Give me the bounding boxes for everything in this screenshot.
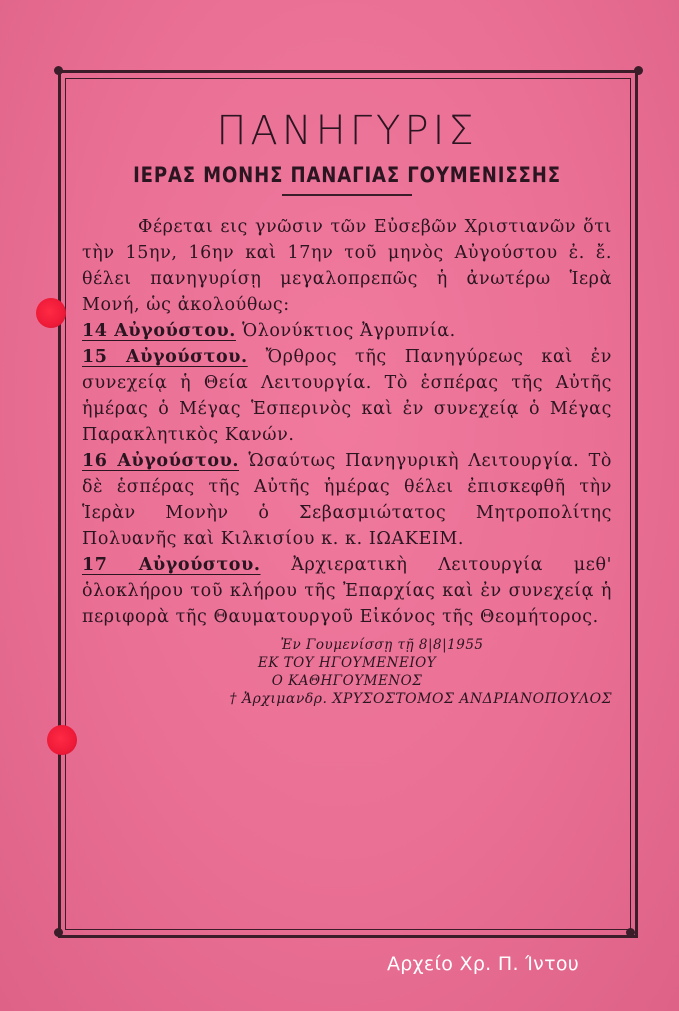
program-text: Ἀρχιερατικὴ Λειτουργία μεθ' ὁλοκλήρου τοῦ κλήρου τῆς Ἐπαρχίας καὶ ἐν συνεχείᾳ ἡ περιφορὰ τῆς Θαυματουργοῦ Εἰκόνος τῆς Θεομήτορος. — [82, 555, 612, 627]
signature-office: ΕΚ ΤΟΥ ΗΓΟΥΜΕΝΕΙΟΥ — [257, 655, 437, 671]
corner-dot — [634, 66, 643, 75]
program-text: Ὄρθρος τῆς Πανηγύρεως καὶ ἐν συνεχείᾳ ἡ Θεία Λειτουργία. Τὸ ἑσπέρας τῆς Αὐτῆς ἡμέρας ὁ Μέγας Ἑσπερινὸς καὶ ἐν συνεχείᾳ ὁ Μέγας Παρακλητικὸς Κανών. — [82, 347, 612, 445]
program-date: 14 Αὐγούστου. — [82, 321, 236, 341]
program-entry — [82, 448, 612, 552]
document-body — [82, 108, 612, 708]
signature-place-date: Ἐν Γουμενίσσῃ τῇ 8|8|1955 — [280, 637, 484, 653]
title-divider — [282, 194, 412, 196]
punch-hole-mark — [47, 725, 77, 755]
page-subtitle: ΙΕΡΑΣ ΜΟΝΗΣ ΠΑΝΑΓΙΑΣ ΓΟΥΜΕΝΙΣΣΗΣ — [133, 163, 561, 187]
program-date: 17 Αὐγούστου. — [82, 555, 261, 575]
program-entry — [82, 318, 612, 344]
program-text: Ὁλονύκτιος Ἀγρυπνία. — [242, 321, 456, 341]
corner-dot — [54, 66, 63, 75]
intro-paragraph: Φέρεται εις γνῶσιν τῶν Εὐσεβῶν Χριστιανῶν ὅτι τὴν 15ην, 16ην καὶ 17ην τοῦ μηνὸς Αὐγούστου ἐ. ἔ. θέλει πανηγυρίσῃ μεγαλοπρεπῶς ἡ ἀνωτέρω Ἱερὰ Μονή, ὡς ἀκολούθως: — [82, 217, 612, 315]
page-title: ΠΑΝΗΓΥΡΙΣ — [216, 108, 478, 154]
signature-name: † Ἀρχιμανδρ. ΧΡΥΣΟΣΤΟΜΟΣ ΑΝΔΡΙΑΝΟΠΟΥΛΟΣ — [229, 691, 612, 707]
program-date: 16 Αὐγούστου. — [82, 451, 240, 471]
signature-role: Ο ΚΑΘΗΓΟΥΜΕΝΟΣ — [271, 673, 423, 689]
punch-hole-mark — [36, 298, 66, 328]
corner-dot — [54, 928, 63, 937]
program-date: 15 Αὐγούστου. — [82, 347, 248, 367]
program-entry — [82, 344, 612, 448]
corner-dot — [626, 928, 635, 937]
program-entry — [82, 552, 612, 630]
program-text: Ὡσαύτως Πανηγυρικὴ Λειτουργία. Τὸ δὲ ἑσπέρας τῆς Αὐτῆς ἡμέρας θέλει ἐπισκεφθῆ τὴν Ἱερὰν Μονὴν ὁ Σεβασμιώτατος Μητροπολίτης Πολυανῆς καὶ Κιλκισίου κ. κ. ΙΩΑΚΕΙΜ. — [82, 451, 612, 549]
archive-watermark: Αρχείο Χρ. Π. Ίντου — [387, 953, 580, 975]
